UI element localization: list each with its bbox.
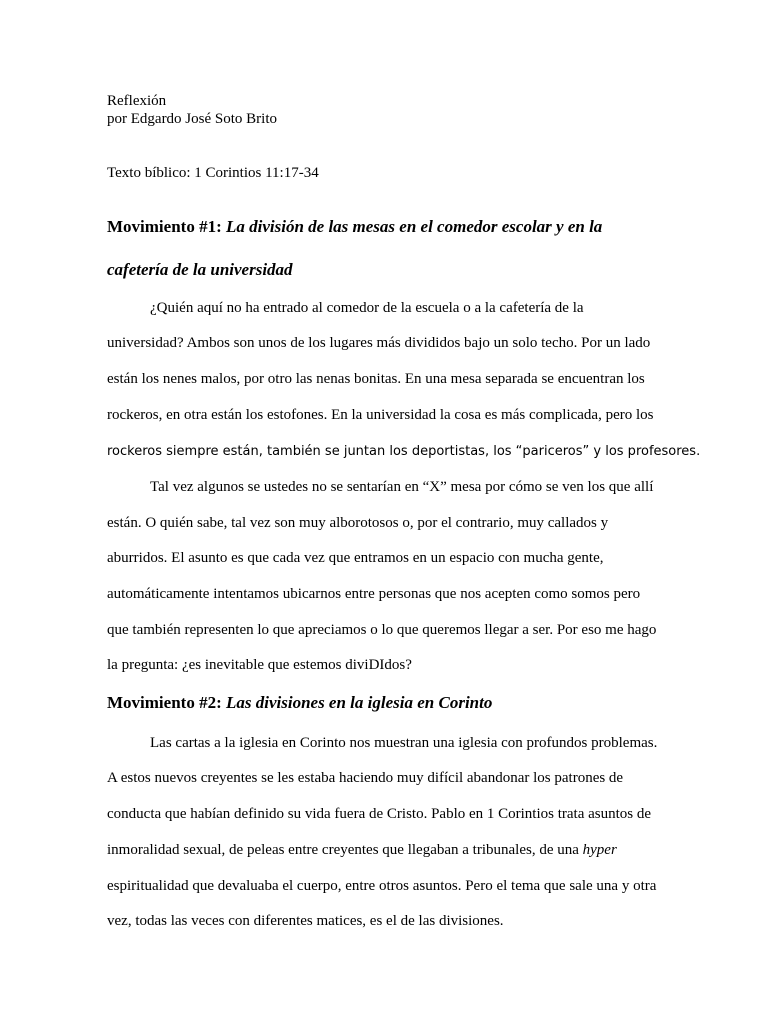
document-author: por Edgardo José Soto Brito — [107, 111, 277, 127]
paragraph-line: están. O quién sabe, tal vez son muy alborotosos o, por el contrario, muy callados y — [107, 515, 609, 531]
paragraph-line: Las cartas a la iglesia en Corinto nos muestran una iglesia con profundos problemas. — [150, 735, 658, 751]
document-title: Reflexión — [107, 93, 167, 109]
paragraph-line — [107, 841, 617, 859]
movement1-label: Movimiento #1: — [107, 217, 222, 236]
paragraph-line: rockeros, en otra están los estofones. En la universidad la cosa es más complicada, pero los — [107, 407, 654, 423]
paragraph-line: la pregunta: ¿es inevitable que estemos diviDIdos? — [107, 657, 412, 673]
paragraph-line: espiritualidad que devaluaba el cuerpo, entre otros asuntos. Pero el tema que sale una y otra — [107, 878, 657, 894]
movement1-heading — [107, 217, 602, 237]
paragraph-line: rockeros siempre están, también se juntan los deportistas, los “pariceros” y los profesores. — [107, 444, 701, 459]
movement1-title-line2: cafetería de la universidad — [107, 260, 293, 279]
movement2-label: Movimiento #2: — [107, 693, 222, 712]
paragraph-line: conducta que habían definido su vida fuera de Cristo. Pablo en 1 Corintios trata asuntos de — [107, 806, 652, 822]
paragraph-line: Tal vez algunos se ustedes no se sentarían en “X” mesa por cómo se ven los que allí — [150, 479, 654, 495]
italic-word: hyper — [582, 842, 617, 858]
paragraph-line: vez, todas las veces con diferentes matices, es el de las divisiones. — [107, 913, 504, 929]
paragraph-line: aburridos. El asunto es que cada vez que entramos en un espacio con mucha gente, — [107, 550, 604, 566]
paragraph-text: inmoralidad sexual, de peleas entre creyentes que llegaban a tribunales, de una — [107, 842, 583, 858]
paragraph-line: están los nenes malos, por otro las nenas bonitas. En una mesa separada se encuentran los — [107, 371, 645, 387]
paragraph-line: universidad? Ambos son unos de los lugares más divididos bajo un solo techo. Por un lado — [107, 335, 651, 351]
paragraph-line: ¿Quién aquí no ha entrado al comedor de la escuela o a la cafetería de la — [150, 300, 584, 316]
paragraph-line: automáticamente intentamos ubicarnos entre personas que nos acepten como somos pero — [107, 586, 641, 602]
paragraph-line: que también representen lo que apreciamos o lo que queremos llegar a ser. Por eso me hago — [107, 622, 657, 638]
biblical-text-reference: Texto bíblico: 1 Corintios 11:17-34 — [107, 165, 319, 181]
movement1-heading-line2 — [107, 260, 293, 280]
paragraph-line: A estos nuevos creyentes se les estaba haciendo muy difícil abandonar los patrones de — [107, 770, 624, 786]
movement1-title-line1: La división de las mesas en el comedor escolar y en la — [225, 217, 603, 236]
movement2-title: Las divisiones en la iglesia en Corinto — [225, 693, 493, 712]
movement2-heading — [107, 693, 492, 713]
